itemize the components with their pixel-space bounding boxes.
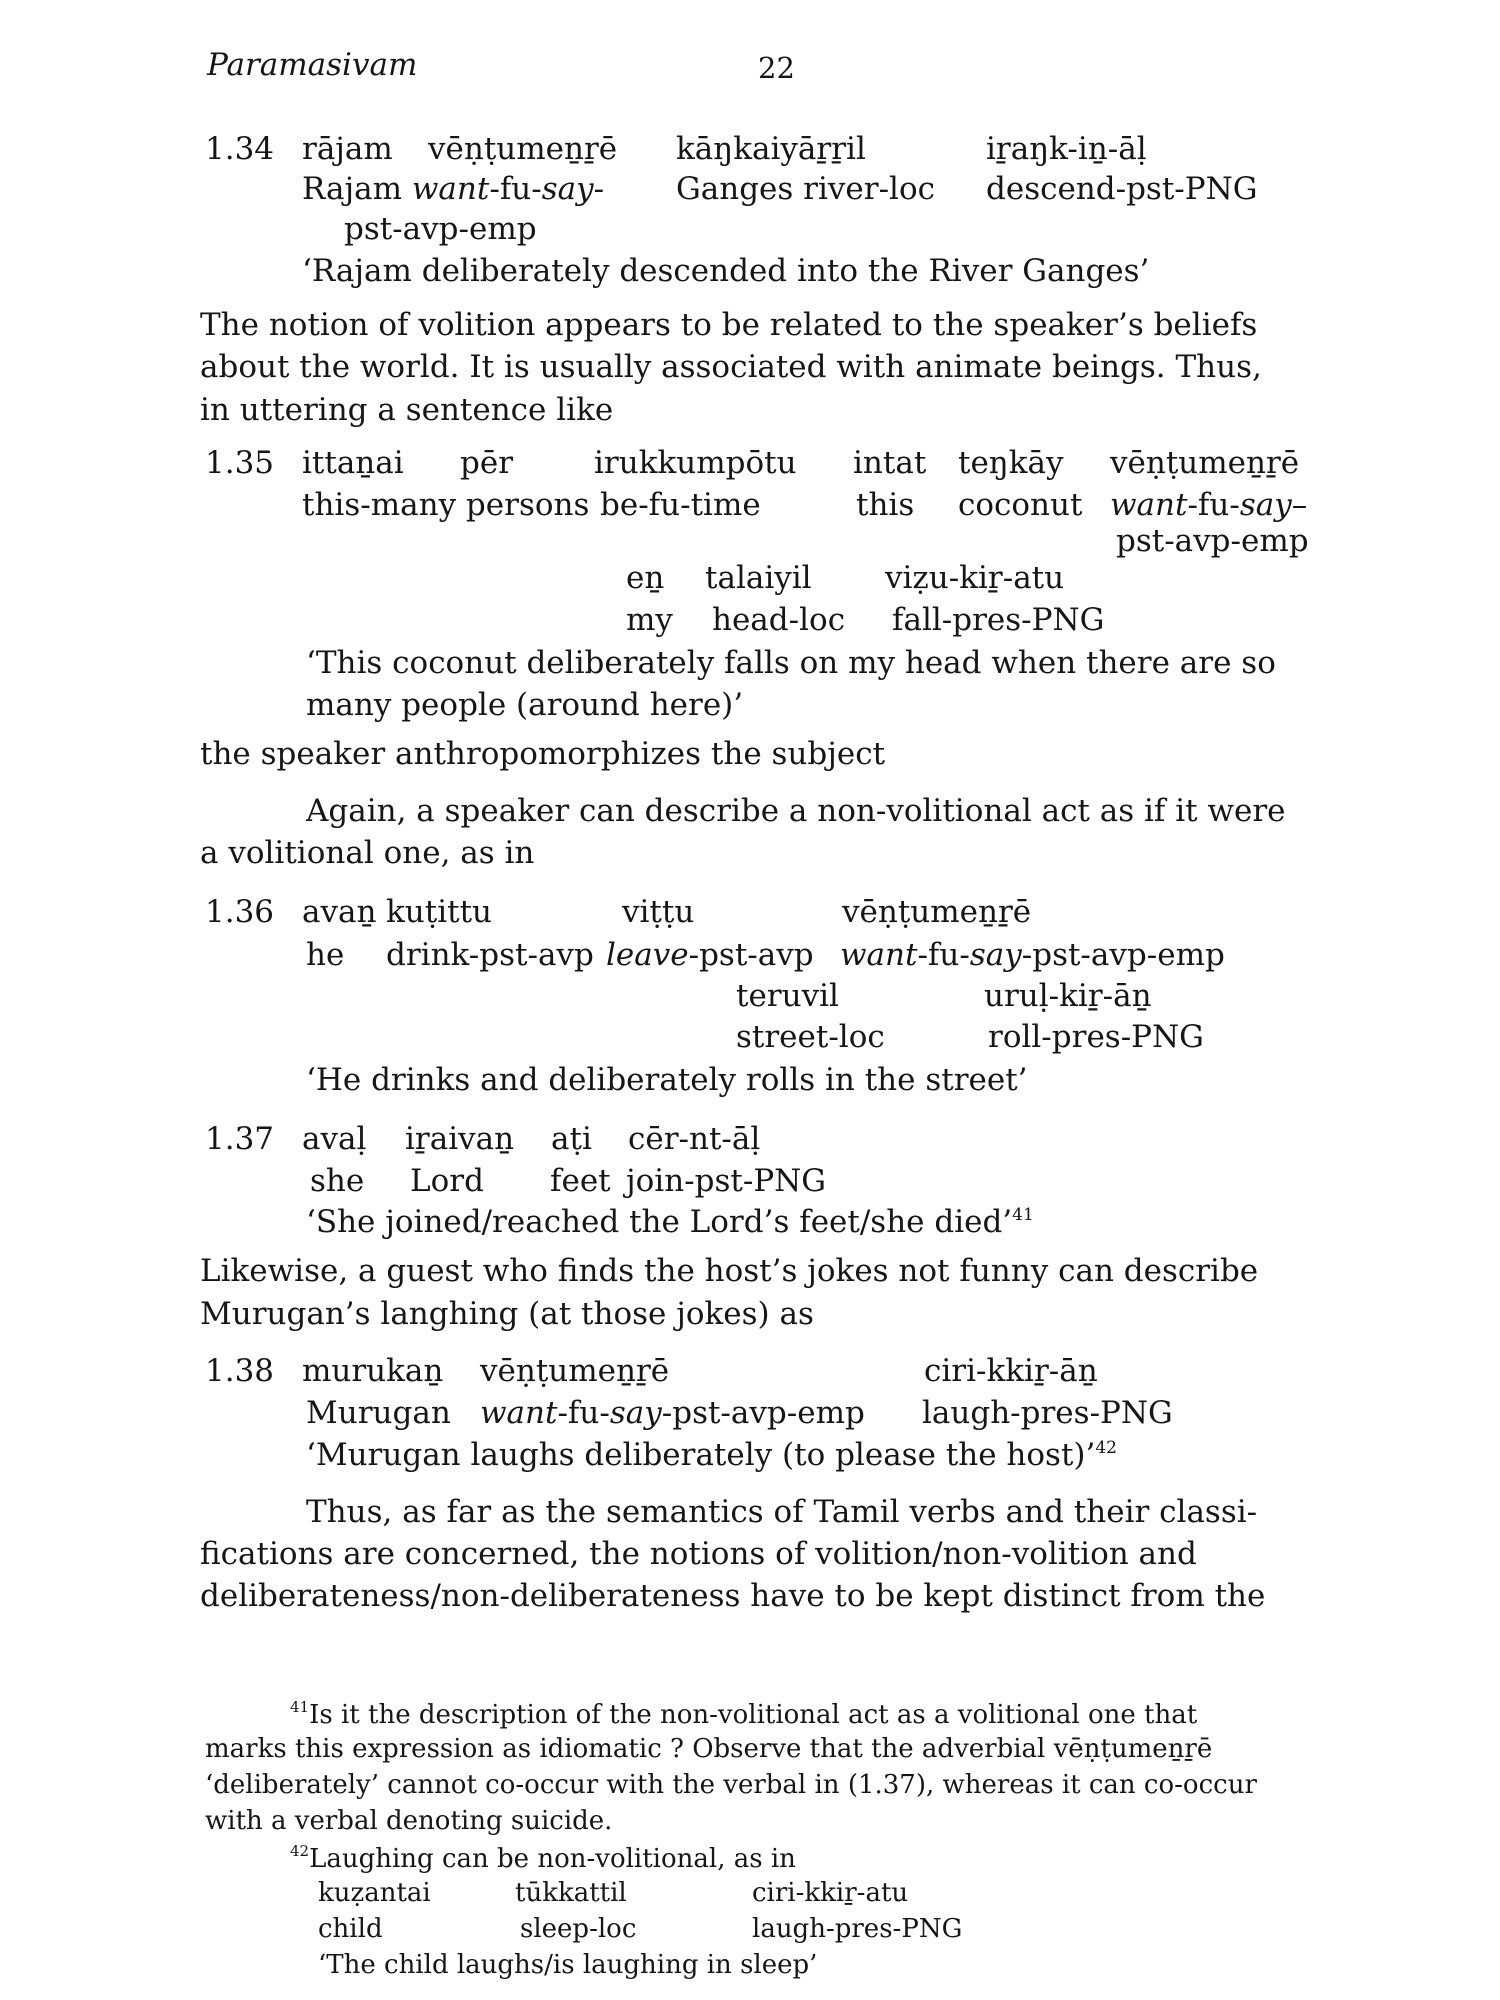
gloss-word: coconut xyxy=(958,487,1083,523)
body-text-line: the speaker anthropomorphizes the subject xyxy=(200,736,886,772)
tamil-word: teruvil xyxy=(736,978,839,1014)
example-translation: ‘He drinks and deliberately rolls in the street’ xyxy=(306,1062,1028,1098)
gloss-word: roll-pres-PNG xyxy=(988,1019,1204,1055)
tamil-word: vēṇṭumeṉṟē xyxy=(428,131,618,167)
running-head: Paramasivam xyxy=(207,47,418,83)
example-number-1-38: 1.38 xyxy=(205,1353,275,1389)
gloss-word: this xyxy=(856,487,915,523)
example-number-1-36: 1.36 xyxy=(205,894,275,930)
example-number-1-37: 1.37 xyxy=(205,1121,275,1157)
body-text-line: fications are concerned, the notions of volition/non-volition and xyxy=(200,1536,1197,1572)
tamil-word: avaḷ xyxy=(302,1121,367,1157)
body-text-line: The notion of volition appears to be related to the speaker’s beliefs xyxy=(200,307,1258,343)
gloss-word: want-fu-say-pst-avp-emp xyxy=(840,937,1225,973)
footnote-reference[interactable]: 42 xyxy=(1095,1438,1117,1458)
gloss-word: Lord xyxy=(410,1163,484,1199)
footnote-gloss-word: sleep-loc xyxy=(520,1914,637,1944)
tamil-word: rājam xyxy=(302,131,393,167)
gloss-word: fall-pres-PNG xyxy=(892,602,1105,638)
footnote-reference[interactable]: 41 xyxy=(1012,1205,1034,1225)
tamil-word: ittaṉai xyxy=(302,445,404,481)
tamil-word: vēṇṭumeṉṟē xyxy=(842,894,1032,930)
body-text-line: about the world. It is usually associated with animate beings. Thus, xyxy=(200,349,1262,385)
tamil-word: viṭṭu xyxy=(622,894,695,930)
tamil-word: aṭi xyxy=(551,1121,592,1157)
tamil-word: murukaṉ xyxy=(302,1353,444,1389)
tamil-word: avaṉ xyxy=(302,894,377,930)
tamil-word: kuṭittu xyxy=(386,894,493,930)
gloss-word: Ganges river-loc xyxy=(676,171,935,207)
gloss-word: he xyxy=(306,937,345,973)
gloss-word: street-loc xyxy=(736,1019,885,1055)
tamil-word: vēṇṭumeṉṟē xyxy=(480,1353,670,1389)
footnote-41-line: marks this expression as idiomatic ? Observe that the adverbial vēṇṭumeṉṟē xyxy=(205,1734,1213,1764)
footnote-tamil-word: tūkkattil xyxy=(515,1878,627,1908)
example-translation: ‘This coconut deliberately falls on my head when there are so xyxy=(306,645,1276,681)
gloss-word: laugh-pres-PNG xyxy=(922,1395,1173,1431)
gloss-continuation: pst-avp-emp xyxy=(1116,523,1309,559)
tamil-word: iṟaŋk-iṉ-āḷ xyxy=(986,131,1147,167)
tamil-word: intat xyxy=(853,445,927,481)
body-text-line: deliberateness/non-deliberateness have to be kept distinct from the xyxy=(200,1578,1266,1614)
tamil-word: irukkumpōtu xyxy=(594,445,797,481)
footnote-mark: 42 xyxy=(290,1842,310,1860)
example-number-1-35: 1.35 xyxy=(205,445,275,481)
footnote-gloss-word: child xyxy=(318,1914,383,1944)
footnote-mark: 41 xyxy=(290,1698,310,1716)
tamil-word: vēṇṭumeṉṟē xyxy=(1110,445,1300,481)
gloss-word: want-fu-say– xyxy=(1110,487,1308,523)
tamil-word: cēr-nt-āḷ xyxy=(628,1121,761,1157)
gloss-word: Murugan xyxy=(306,1395,451,1431)
body-text-line: in uttering a sentence like xyxy=(200,392,614,428)
gloss-word: my xyxy=(626,602,673,638)
footnote-tamil-word: kuẓantai xyxy=(318,1878,431,1908)
example-number-1-34: 1.34 xyxy=(205,131,275,167)
footnote-41-line: ‘deliberately’ cannot co-occur with the verbal in (1.37), whereas it can co-occur xyxy=(205,1770,1257,1800)
footnote-42-line: $^{42}$Laughing can be non-volitional, as in xyxy=(290,1842,796,1874)
footnote-41-line: $^{41}$Is it the description of the non-volitional act as a volitional one that xyxy=(290,1698,1198,1730)
footnote-41-line: with a verbal denoting suicide. xyxy=(205,1806,613,1836)
page-number: 22 xyxy=(758,51,795,85)
gloss-word: head-loc xyxy=(712,602,846,638)
example-translation: ‘She joined/reached the Lord’s feet/she died’$^{41}$ xyxy=(306,1204,1034,1240)
tamil-word: viẓu-kiṟ-atu xyxy=(885,560,1065,596)
example-translation: many people (around here)’ xyxy=(306,687,744,723)
example-translation: ‘Murugan laughs deliberately (to please the host)’$^{42}$ xyxy=(306,1437,1117,1473)
body-text-line: Murugan’s langhing (at those jokes) as xyxy=(200,1296,814,1332)
gloss-word: this-many persons xyxy=(302,487,590,523)
gloss-word: be-fu-time xyxy=(600,487,761,523)
body-text-line: a volitional one, as in xyxy=(200,835,535,871)
tamil-word: talaiyil xyxy=(705,560,812,596)
tamil-word: ciri-kkiṟ-āṉ xyxy=(924,1353,1098,1389)
gloss-word: she xyxy=(310,1163,365,1199)
gloss-line: Rajam want-fu-say- xyxy=(302,171,605,207)
example-translation: ‘Rajam deliberately descended into the River Ganges’ xyxy=(302,253,1150,289)
tamil-word: teŋkāy xyxy=(958,445,1064,481)
gloss-word: feet xyxy=(550,1163,611,1199)
tamil-word: kāŋkaiyāṟṟil xyxy=(676,131,866,167)
footnote-gloss-word: laugh-pres-PNG xyxy=(752,1914,963,1944)
gloss-word: leave-pst-avp xyxy=(606,937,814,973)
gloss-word: drink-pst-avp xyxy=(386,937,594,973)
gloss-word: descend-pst-PNG xyxy=(986,171,1258,207)
tamil-word: iṟaivaṉ xyxy=(405,1121,515,1157)
tamil-word: uruḷ-kiṟ-āṉ xyxy=(984,978,1152,1014)
body-text-line: Again, a speaker can describe a non-volitional act as if it were xyxy=(306,793,1286,829)
body-text-line: Thus, as far as the semantics of Tamil verbs and their classi- xyxy=(306,1494,1258,1530)
footnote-tamil-word: ciri-kkiṟ-atu xyxy=(752,1878,909,1908)
footnote-translation: ‘The child laughs/is laughing in sleep’ xyxy=(318,1950,818,1980)
tamil-word: eṉ xyxy=(626,560,665,596)
gloss-word: want-fu-say-pst-avp-emp xyxy=(480,1395,865,1431)
gloss-continuation: pst-avp-emp xyxy=(344,211,537,247)
tamil-word: pēr xyxy=(460,445,514,481)
body-text-line: Likewise, a guest who finds the host’s jokes not funny can describe xyxy=(200,1253,1259,1289)
gloss-word: join-pst-PNG xyxy=(626,1163,827,1199)
